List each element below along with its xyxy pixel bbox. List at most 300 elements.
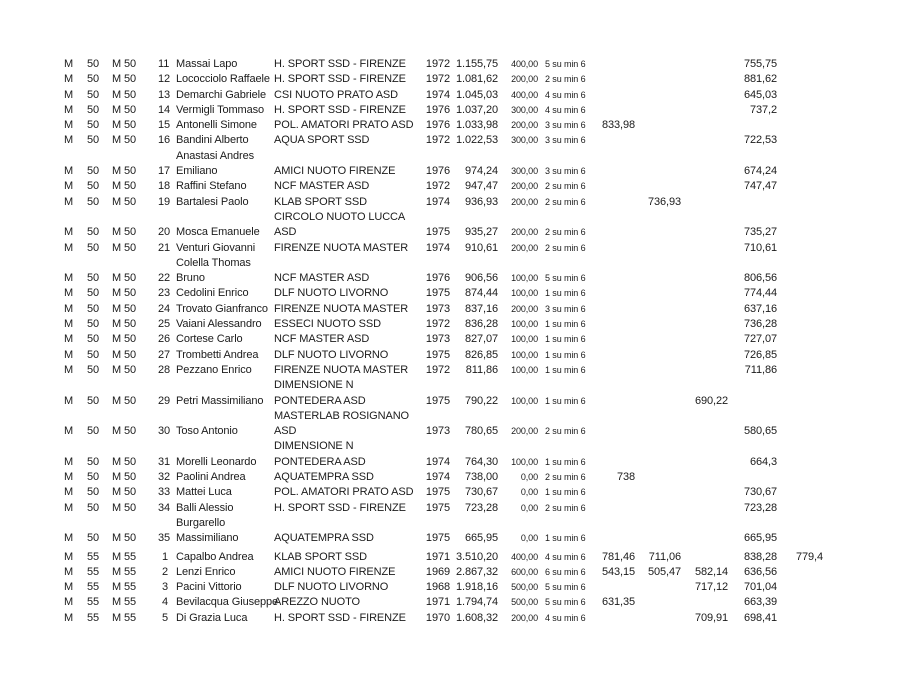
cell-rank: 12 xyxy=(158,73,171,86)
table-row xyxy=(64,501,823,516)
cell-year: 1970 xyxy=(425,611,450,624)
cell-name xyxy=(168,57,274,72)
cell-age: 55 xyxy=(87,581,100,594)
cell-sex: M xyxy=(64,611,74,624)
cell-year: 1974 xyxy=(425,241,450,254)
cell-rank: 4 xyxy=(161,596,168,609)
cell-age: 50 xyxy=(87,73,100,86)
cell-name xyxy=(168,580,274,595)
cell-club-line: AQUA SPORT SSD xyxy=(274,134,370,147)
cell-cat: M 50 xyxy=(112,394,137,407)
cell-club xyxy=(274,164,420,179)
cell-name xyxy=(168,394,274,409)
cell-club-line: KLAB SPORT SSD xyxy=(274,550,367,563)
cell-x5: 779,4 xyxy=(795,550,823,563)
table-row xyxy=(64,118,823,133)
cell-club-line: AQUATEMPRA SSD xyxy=(274,532,374,545)
cell-sex: M xyxy=(64,455,74,468)
cell-cat: M 50 xyxy=(112,73,137,86)
table-row xyxy=(64,103,823,118)
cell-points: 2.867,32 xyxy=(455,565,498,578)
cell-year: 1975 xyxy=(425,287,450,300)
cell-name-line: Vermigli Tommaso xyxy=(176,103,265,116)
cell-club xyxy=(274,332,420,347)
cell-year: 1973 xyxy=(425,333,450,346)
cell-age: 50 xyxy=(87,226,100,239)
cell-events: 2 su min 6 xyxy=(545,74,586,85)
cell-events: 1 su min 6 xyxy=(545,364,586,375)
cell-x4: 722,53 xyxy=(743,134,777,147)
cell-sex: M xyxy=(64,226,74,239)
cell-name-line: Bevilacqua Giuseppe xyxy=(176,596,279,609)
cell-x2: 711,06 xyxy=(648,550,681,563)
cell-events: 2 su min 6 xyxy=(545,227,586,238)
cell-events: 1 su min 6 xyxy=(545,395,586,406)
cell-points: 837,16 xyxy=(464,302,498,315)
cell-events: 4 su min 6 xyxy=(545,89,586,100)
cell-sex: M xyxy=(64,73,74,86)
cell-name-line: Emiliano xyxy=(176,165,218,178)
cell-year: 1972 xyxy=(425,318,450,331)
cell-year: 1974 xyxy=(425,88,450,101)
cell-x4: 723,28 xyxy=(743,501,777,514)
cell-sex: M xyxy=(64,581,74,594)
cell-club xyxy=(274,531,420,546)
cell-name-line: Lenzi Enrico xyxy=(176,565,236,578)
cell-points: 906,56 xyxy=(464,272,498,285)
cell-events: 2 su min 6 xyxy=(545,181,586,192)
cell-points: 723,28 xyxy=(464,501,498,514)
cell-name-line: Bruno xyxy=(176,272,205,285)
cell-events: 5 su min 6 xyxy=(545,582,586,593)
cell-club-line: MASTERLAB ROSIGNANO xyxy=(274,409,410,422)
table-row xyxy=(64,195,823,210)
cell-sex: M xyxy=(64,550,74,563)
cell-points: 764,30 xyxy=(464,455,498,468)
cell-age: 50 xyxy=(87,363,100,376)
cell-club-line: PONTEDERA ASD xyxy=(274,455,366,468)
cell-x1: 833,98 xyxy=(601,119,635,132)
cell-name xyxy=(168,595,279,610)
cell-club-line: H. SPORT SSD - FIRENZE xyxy=(274,501,406,514)
cell-cat: M 50 xyxy=(112,119,137,132)
table-row xyxy=(64,57,823,72)
cell-name xyxy=(168,348,274,363)
cell-year: 1969 xyxy=(425,565,450,578)
cell-name-line: Cortese Carlo xyxy=(176,333,243,346)
cell-events: 5 su min 6 xyxy=(545,597,586,608)
cell-cat: M 50 xyxy=(112,287,137,300)
cell-cat: M 55 xyxy=(112,581,137,594)
cell-name-line: Massimiliano xyxy=(176,532,239,545)
cell-name-line: Petri Massimiliano xyxy=(176,394,264,407)
cell-points: 1.155,75 xyxy=(455,58,498,70)
cell-name xyxy=(168,455,274,470)
cell-age: 50 xyxy=(87,532,100,545)
table-row xyxy=(64,363,823,378)
cell-bonus: 200,00 xyxy=(511,196,538,207)
cell-cat: M 50 xyxy=(112,471,137,484)
table-row xyxy=(64,241,823,256)
cell-age: 50 xyxy=(87,455,100,468)
cell-name-line: Burgarello xyxy=(176,516,226,529)
cell-club xyxy=(274,611,420,626)
cell-sex: M xyxy=(64,272,74,285)
cell-club xyxy=(274,133,420,148)
cell-x4: 698,41 xyxy=(743,611,777,624)
cell-points: 1.045,03 xyxy=(455,88,498,101)
cell-bonus: 100,00 xyxy=(511,456,538,467)
table-row xyxy=(64,88,823,103)
cell-name xyxy=(168,103,274,118)
cell-bonus: 200,00 xyxy=(511,120,538,131)
cell-events: 1 su min 6 xyxy=(545,533,586,544)
cell-x4: 645,03 xyxy=(743,88,777,101)
cell-cat: M 50 xyxy=(112,363,137,376)
cell-year: 1975 xyxy=(425,501,450,514)
cell-events: 4 su min 6 xyxy=(545,612,586,623)
cell-x4: 663,39 xyxy=(743,596,777,609)
results-table xyxy=(64,57,823,626)
cell-club xyxy=(274,378,420,409)
cell-name xyxy=(168,256,274,287)
cell-cat: M 50 xyxy=(112,455,137,468)
cell-events: 5 su min 6 xyxy=(545,273,586,284)
cell-points: 947,47 xyxy=(464,180,498,193)
cell-x4: 711,86 xyxy=(744,363,777,376)
cell-sex: M xyxy=(64,596,74,609)
cell-rank: 1 xyxy=(161,550,168,563)
cell-club xyxy=(274,485,420,500)
cell-club-line: FIRENZE NUOTA MASTER xyxy=(274,241,409,254)
cell-bonus: 100,00 xyxy=(511,334,538,345)
cell-x4: 736,28 xyxy=(743,318,777,331)
cell-sex: M xyxy=(64,486,74,499)
cell-year: 1972 xyxy=(425,180,450,193)
cell-sex: M xyxy=(64,501,74,514)
cell-club xyxy=(274,72,420,87)
cell-points: 3.510,20 xyxy=(455,550,498,563)
cell-name-line: Morelli Leonardo xyxy=(176,455,257,468)
cell-name-line: Mattei Luca xyxy=(176,486,232,499)
cell-points: 1.022,53 xyxy=(455,134,498,147)
cell-cat: M 50 xyxy=(112,501,137,514)
cell-rank: 20 xyxy=(158,226,171,239)
table-row xyxy=(64,611,823,626)
cell-rank: 30 xyxy=(158,425,171,438)
cell-year: 1968 xyxy=(425,581,450,594)
cell-x4: 637,16 xyxy=(743,302,777,315)
cell-x1: 631,35 xyxy=(601,596,635,609)
cell-age: 50 xyxy=(87,241,100,254)
cell-cat: M 50 xyxy=(112,241,137,254)
cell-sex: M xyxy=(64,333,74,346)
cell-name xyxy=(168,565,274,580)
cell-cat: M 50 xyxy=(112,272,137,285)
cell-year: 1975 xyxy=(425,486,450,499)
cell-cat: M 55 xyxy=(112,565,137,578)
cell-cat: M 50 xyxy=(112,425,137,438)
cell-name xyxy=(168,302,274,317)
cell-events: 3 su min 6 xyxy=(545,135,586,146)
cell-bonus: 100,00 xyxy=(511,319,538,330)
cell-rank: 29 xyxy=(158,394,171,407)
cell-club-line: AMICI NUOTO FIRENZE xyxy=(274,165,396,178)
cell-events: 1 su min 6 xyxy=(545,288,586,299)
table-row xyxy=(64,580,823,595)
cell-name-line: Balli Alessio xyxy=(176,501,234,514)
cell-age: 50 xyxy=(87,333,100,346)
cell-rank: 28 xyxy=(158,363,171,376)
cell-x4: 838,28 xyxy=(743,550,777,563)
cell-x4: 735,27 xyxy=(743,226,777,239)
cell-age: 50 xyxy=(87,165,100,178)
table-row xyxy=(64,516,823,547)
cell-bonus: 200,00 xyxy=(511,227,538,238)
cell-x3: 717,12 xyxy=(694,581,728,594)
cell-points: 874,44 xyxy=(464,287,498,300)
cell-bonus: 400,00 xyxy=(511,59,538,69)
cell-club-line: FIRENZE NUOTA MASTER xyxy=(274,363,409,376)
cell-sex: M xyxy=(64,363,74,376)
cell-cat: M 55 xyxy=(112,611,137,624)
cell-bonus: 100,00 xyxy=(511,364,538,375)
cell-cat: M 50 xyxy=(112,180,137,193)
cell-points: 811,86 xyxy=(465,363,498,376)
cell-points: 827,07 xyxy=(464,333,498,346)
cell-bonus: 400,00 xyxy=(511,551,538,562)
cell-x1: 781,46 xyxy=(601,550,635,563)
cell-year: 1971 xyxy=(425,550,450,563)
cell-x4: 774,44 xyxy=(743,287,777,300)
cell-rank: 13 xyxy=(158,88,171,101)
cell-bonus: 100,00 xyxy=(511,349,538,360)
cell-age: 55 xyxy=(87,596,100,609)
table-row xyxy=(64,332,823,347)
cell-bonus: 100,00 xyxy=(511,395,538,406)
cell-sex: M xyxy=(64,103,74,116)
table-row xyxy=(64,550,823,565)
cell-points: 836,28 xyxy=(464,318,498,331)
cell-age: 50 xyxy=(87,394,100,407)
cell-sex: M xyxy=(64,134,74,147)
cell-sex: M xyxy=(64,565,74,578)
cell-club xyxy=(274,317,420,332)
cell-x1: 543,15 xyxy=(601,565,635,578)
cell-year: 1973 xyxy=(425,425,450,438)
cell-club xyxy=(274,210,420,241)
cell-points: 1.794,74 xyxy=(455,596,498,609)
cell-sex: M xyxy=(64,165,74,178)
cell-club xyxy=(274,118,420,133)
table-row xyxy=(64,470,823,485)
cell-bonus: 100,00 xyxy=(511,288,538,299)
cell-name-line: Paolini Andrea xyxy=(176,471,246,484)
cell-age: 50 xyxy=(87,119,100,132)
cell-points: 826,85 xyxy=(464,348,498,361)
cell-rank: 5 xyxy=(161,611,168,624)
cell-name xyxy=(168,611,274,626)
cell-name-line: Trombetti Andrea xyxy=(176,348,259,361)
table-row xyxy=(64,485,823,500)
cell-name-line: Pacini Vittorio xyxy=(176,581,242,594)
cell-name xyxy=(168,424,274,439)
cell-age: 50 xyxy=(87,134,100,147)
table-row xyxy=(64,256,823,287)
cell-club-line: ASD xyxy=(274,226,297,239)
cell-bonus: 200,00 xyxy=(511,74,538,85)
table-row xyxy=(64,439,823,470)
cell-year: 1976 xyxy=(425,165,450,178)
cell-x1: 738 xyxy=(616,471,635,484)
cell-name-line: Trovato Gianfranco xyxy=(176,302,268,315)
cell-age: 55 xyxy=(87,565,100,578)
cell-name xyxy=(168,72,274,87)
cell-bonus: 200,00 xyxy=(511,242,538,253)
cell-rank: 25 xyxy=(158,318,171,331)
cell-club-line: NCF MASTER ASD xyxy=(274,272,370,285)
cell-age: 50 xyxy=(87,471,100,484)
cell-sex: M xyxy=(64,532,74,545)
cell-year: 1972 xyxy=(425,134,450,147)
cell-cat: M 50 xyxy=(112,302,137,315)
cell-club-line: CSI NUOTO PRATO ASD xyxy=(274,88,399,101)
cell-name xyxy=(168,286,274,301)
cell-name xyxy=(168,516,274,547)
cell-sex: M xyxy=(64,241,74,254)
table-row xyxy=(64,565,823,580)
cell-name-line: Bandini Alberto xyxy=(176,134,249,147)
cell-x4: 665,95 xyxy=(743,532,777,545)
cell-name xyxy=(168,332,274,347)
cell-x4: 726,85 xyxy=(743,348,777,361)
cell-cat: M 50 xyxy=(112,165,137,178)
cell-points: 790,22 xyxy=(464,394,498,407)
cell-name-line: Mosca Emanuele xyxy=(176,226,260,239)
cell-name-line: Cedolini Enrico xyxy=(176,287,249,300)
cell-cat: M 55 xyxy=(112,596,137,609)
cell-year: 1971 xyxy=(425,596,450,609)
cell-rank: 31 xyxy=(158,455,171,468)
cell-bonus: 200,00 xyxy=(511,303,538,314)
cell-points: 935,27 xyxy=(464,226,498,239)
cell-rank: 22 xyxy=(158,272,171,285)
cell-club xyxy=(274,271,420,286)
table-row xyxy=(64,348,823,363)
cell-bonus: 0,00 xyxy=(520,533,538,544)
cell-rank: 14 xyxy=(158,103,171,116)
cell-x4: 664,3 xyxy=(749,455,777,468)
cell-events: 4 su min 6 xyxy=(545,551,586,562)
cell-bonus: 300,00 xyxy=(511,135,538,146)
cell-cat: M 50 xyxy=(112,134,137,147)
table-row xyxy=(64,210,823,241)
cell-bonus: 300,00 xyxy=(511,166,538,177)
cell-cat: M 50 xyxy=(112,532,137,545)
cell-club-line: FIRENZE NUOTA MASTER xyxy=(274,302,409,315)
cell-age: 50 xyxy=(87,287,100,300)
cell-bonus: 400,00 xyxy=(511,89,538,100)
cell-x4: 580,65 xyxy=(743,425,777,438)
cell-bonus: 200,00 xyxy=(511,426,538,437)
cell-year: 1976 xyxy=(425,272,450,285)
cell-rank: 19 xyxy=(158,195,171,208)
cell-club xyxy=(274,241,420,256)
cell-club-line: DIMENSIONE N xyxy=(274,379,354,392)
table-row xyxy=(64,72,823,87)
cell-name xyxy=(168,363,274,378)
cell-x4: 881,62 xyxy=(743,73,777,86)
table-row xyxy=(64,409,823,440)
cell-year: 1974 xyxy=(425,471,450,484)
cell-age: 50 xyxy=(87,425,100,438)
cell-points: 1.608,32 xyxy=(455,611,498,624)
cell-age: 50 xyxy=(87,318,100,331)
cell-name xyxy=(168,118,274,133)
table-row xyxy=(64,179,823,194)
table-row xyxy=(64,286,823,301)
cell-rank: 3 xyxy=(161,581,168,594)
cell-sex: M xyxy=(64,394,74,407)
cell-rank: 24 xyxy=(158,302,171,315)
cell-sex: M xyxy=(64,195,74,208)
table-row xyxy=(64,378,823,409)
cell-points: 1.033,98 xyxy=(455,119,498,132)
cell-points: 1.037,20 xyxy=(455,103,498,116)
cell-age: 55 xyxy=(87,611,100,624)
cell-year: 1975 xyxy=(425,532,450,545)
cell-club-line: POL. AMATORI PRATO ASD xyxy=(274,119,414,132)
cell-bonus: 300,00 xyxy=(511,104,538,115)
cell-year: 1974 xyxy=(425,455,450,468)
cell-year: 1976 xyxy=(425,119,450,132)
cell-sex: M xyxy=(64,302,74,315)
cell-events: 3 su min 6 xyxy=(545,303,586,314)
cell-age: 50 xyxy=(87,348,100,361)
cell-name xyxy=(168,317,274,332)
cell-rank: 35 xyxy=(158,532,171,545)
cell-name-line: Venturi Giovanni xyxy=(176,241,256,254)
cell-x3: 709,91 xyxy=(694,611,728,624)
cell-club-line: CIRCOLO NUOTO LUCCA xyxy=(274,210,406,223)
cell-club-line: NCF MASTER ASD xyxy=(274,333,370,346)
cell-club-line: NCF MASTER ASD xyxy=(274,180,370,193)
cell-name-line: Antonelli Simone xyxy=(176,119,257,132)
cell-rank: 32 xyxy=(158,471,171,484)
cell-name-line: Raffini Stefano xyxy=(176,180,247,193)
cell-rank: 21 xyxy=(158,241,171,254)
cell-x4: 636,56 xyxy=(743,565,777,578)
cell-club xyxy=(274,580,420,595)
cell-events: 1 su min 6 xyxy=(545,456,586,467)
cell-x4: 755,75 xyxy=(743,58,777,70)
cell-year: 1972 xyxy=(425,363,450,376)
cell-name-line: Vaiani Alessandro xyxy=(176,318,262,331)
cell-x3: 690,22 xyxy=(694,394,728,407)
cell-club xyxy=(274,195,420,210)
cell-club-line: H. SPORT SSD - FIRENZE xyxy=(274,73,406,86)
cell-bonus: 600,00 xyxy=(511,566,538,577)
cell-year: 1973 xyxy=(425,302,450,315)
cell-club xyxy=(274,565,420,580)
cell-rank: 2 xyxy=(161,565,168,578)
cell-rank: 17 xyxy=(158,165,171,178)
cell-cat: M 50 xyxy=(112,333,137,346)
cell-name xyxy=(168,485,274,500)
cell-name-line: Pezzano Enrico xyxy=(176,363,252,376)
cell-club xyxy=(274,439,420,470)
cell-club xyxy=(274,302,420,317)
